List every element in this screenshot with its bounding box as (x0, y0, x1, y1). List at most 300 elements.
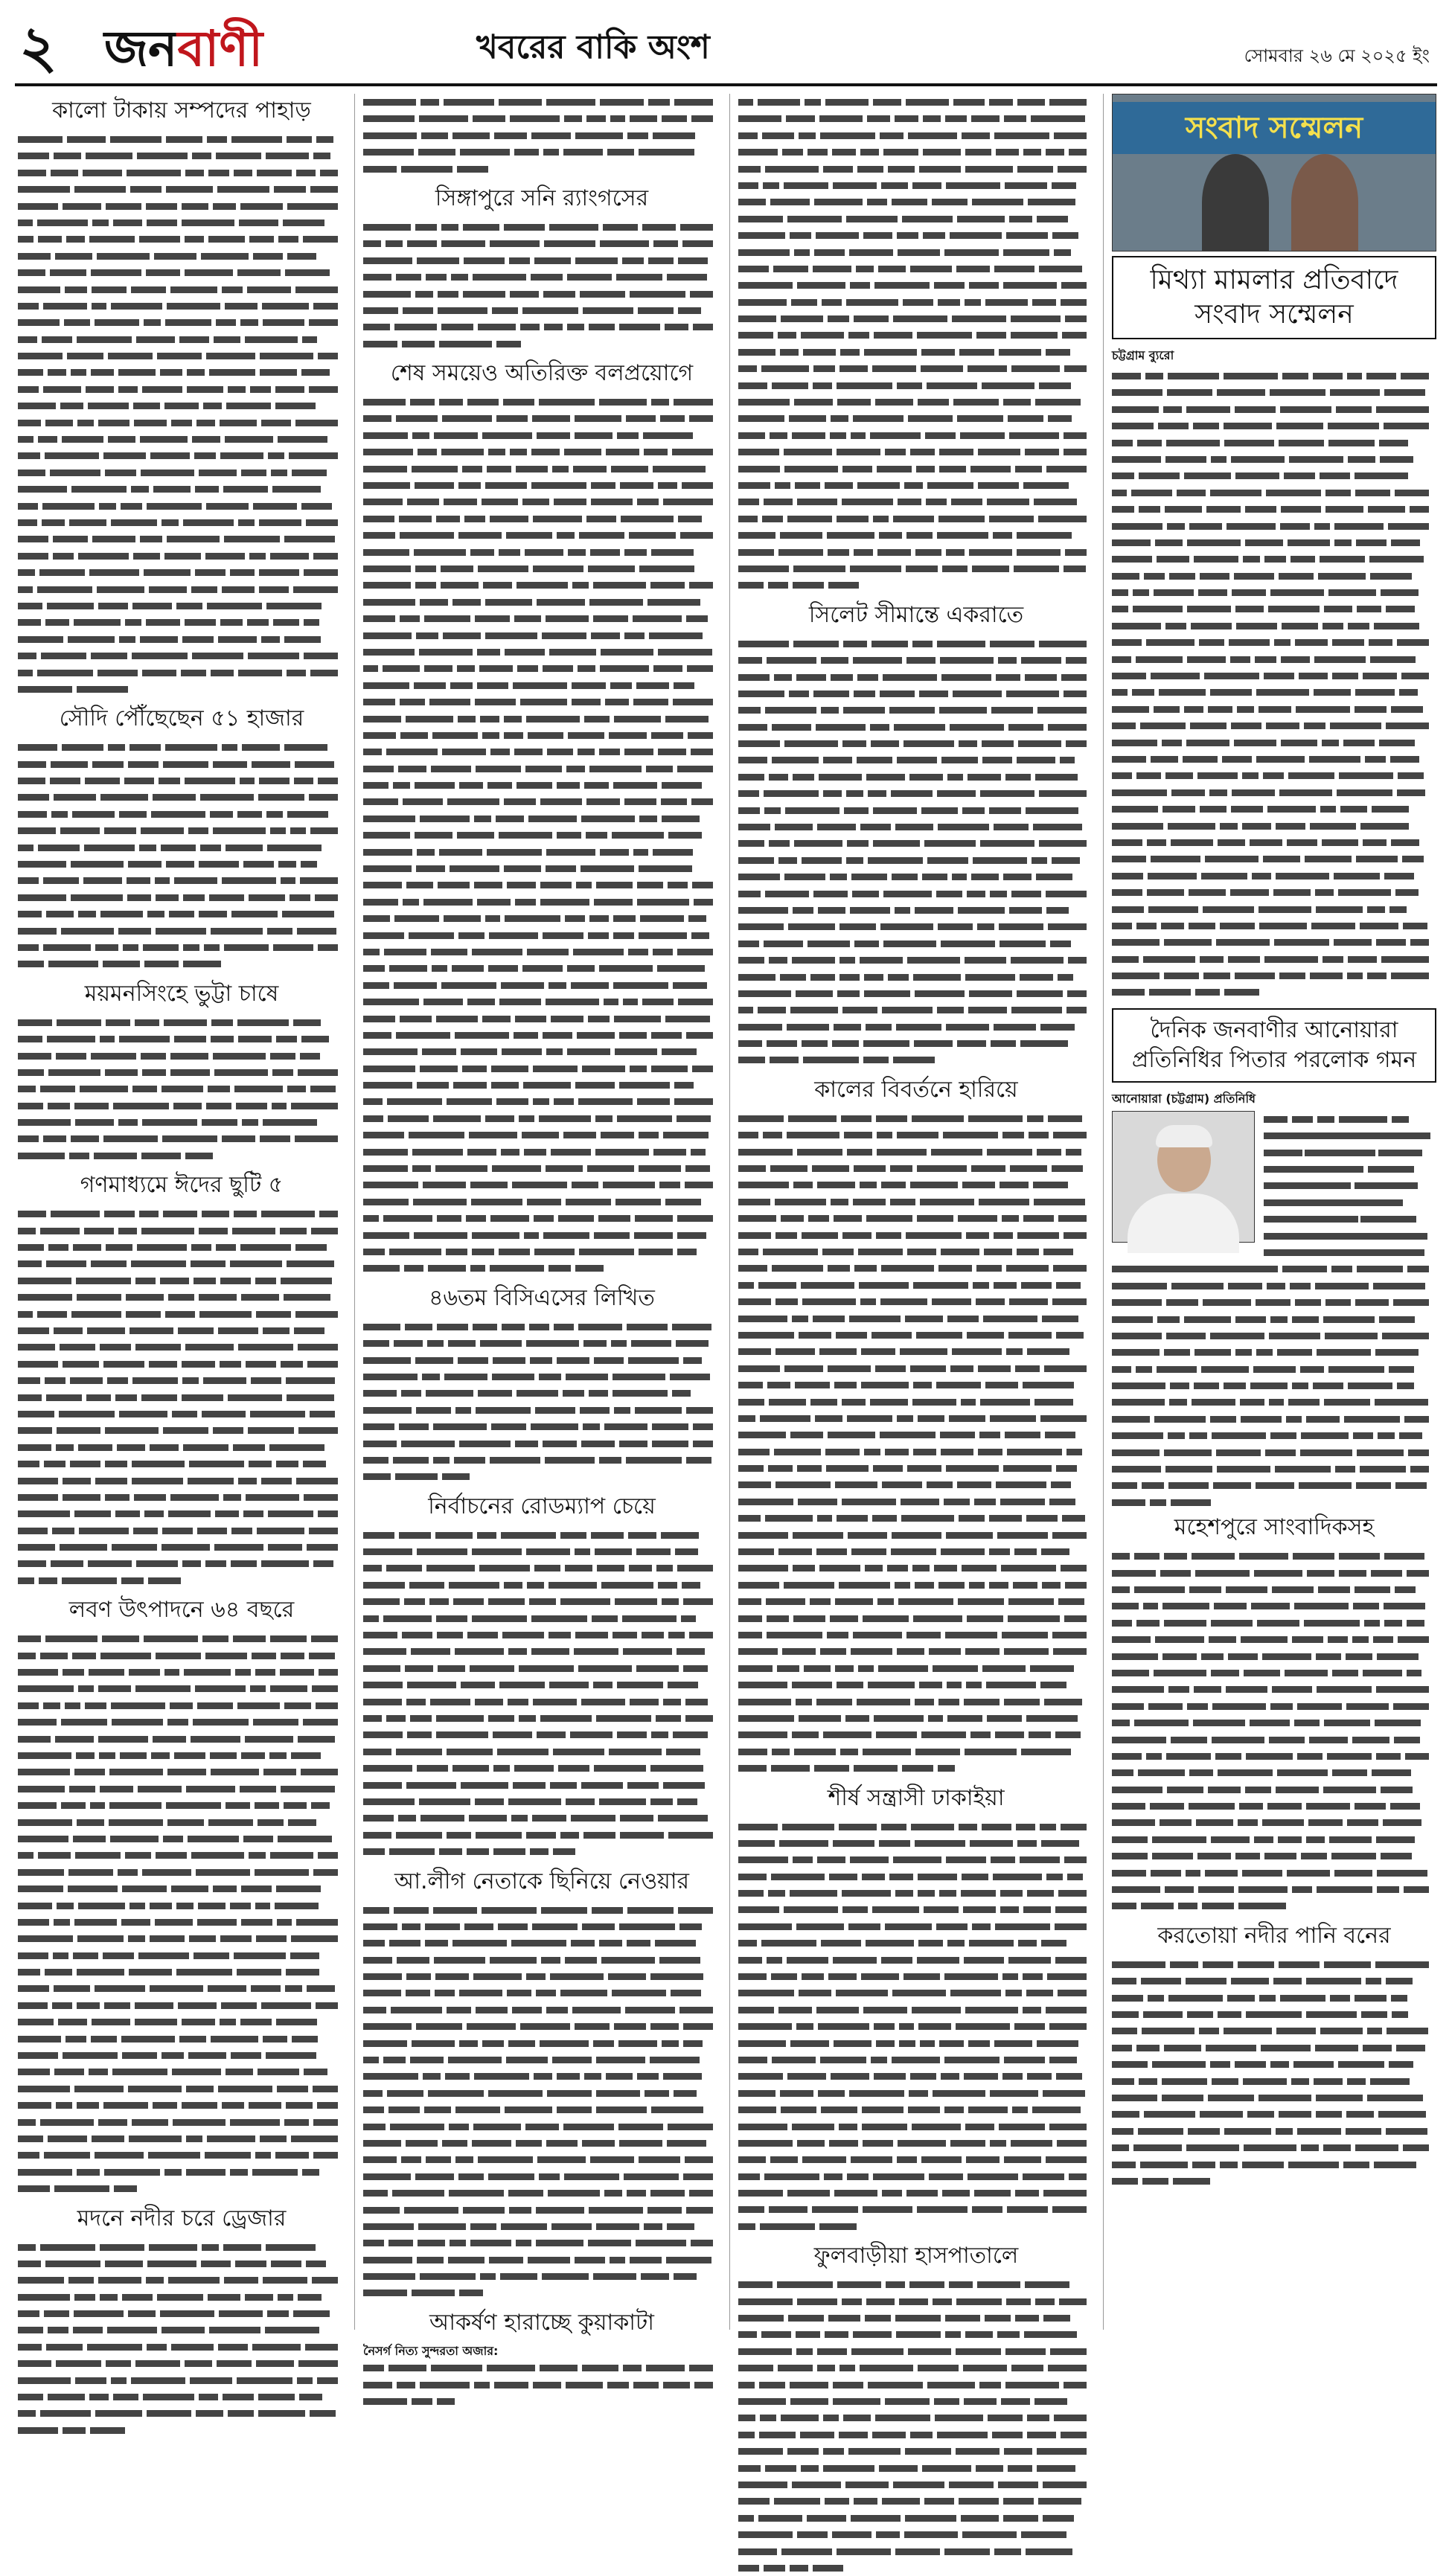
text-line (363, 510, 720, 527)
text-line (738, 2168, 1094, 2185)
text-line (363, 1527, 720, 1543)
text-line (1112, 1665, 1436, 1681)
text-line (363, 2202, 720, 2218)
article-body (738, 1819, 1094, 2235)
text-line (18, 739, 345, 755)
article (738, 1784, 1094, 2235)
text-line (18, 248, 345, 264)
text-line (738, 2118, 1094, 2135)
text-line (738, 1426, 1094, 1443)
article-headline: কালের বিবর্তনে হারিয়ে (814, 1076, 1018, 1103)
text-line (738, 527, 1094, 543)
text-line (738, 769, 1094, 785)
article (363, 1868, 720, 2301)
text-line (18, 1372, 345, 1388)
text-line (738, 2002, 1094, 2018)
text-line (18, 1697, 345, 1714)
text-line (18, 298, 345, 314)
text-line (738, 1144, 1094, 1160)
text-line (1112, 884, 1436, 900)
text-line (738, 127, 1094, 144)
text-line (18, 664, 345, 681)
text-line (363, 252, 720, 269)
text-line (1112, 1327, 1436, 1344)
text-line (738, 1726, 1094, 1743)
text-line (738, 2085, 1094, 2101)
text-line (18, 1980, 345, 1996)
column-divider (729, 94, 730, 2330)
text-line (363, 777, 720, 793)
text-line (738, 1935, 1094, 1951)
text-line (1112, 951, 1436, 967)
text-line (363, 793, 720, 810)
text-line (18, 214, 345, 231)
text-line (363, 711, 720, 727)
text-line (363, 2035, 720, 2051)
text-line (738, 1835, 1094, 1851)
text-line (18, 923, 345, 939)
text-line (738, 1885, 1094, 1901)
text-line (1112, 1848, 1436, 1864)
text-line (1112, 2139, 1436, 2156)
text-line (363, 1793, 720, 1810)
text-line (1112, 1477, 1436, 1493)
text-line (738, 377, 1094, 394)
text-line (1112, 484, 1436, 501)
text-line (18, 939, 345, 955)
text-line (738, 685, 1094, 702)
text-line (738, 885, 1094, 902)
text-line (363, 1610, 720, 1627)
feature-headline: মিথ্যা মামলার প্রতিবাদে সংবাদ সম্মেলন (1150, 265, 1398, 330)
text-line (18, 2080, 345, 2097)
text-line (738, 1210, 1094, 1226)
text-line (1112, 901, 1436, 917)
text-line (363, 1060, 720, 1077)
article (18, 1596, 345, 2197)
text-line (738, 785, 1094, 801)
article-headline: আকর্ষণ হারাচ্ছে কুয়াকাটা (429, 2309, 654, 2336)
text-line (18, 839, 345, 856)
text-line (18, 2239, 345, 2255)
column-divider (1103, 94, 1104, 2330)
text-line (738, 702, 1094, 718)
text-line (1112, 618, 1436, 634)
text-line (18, 2063, 345, 2080)
text-line (18, 2097, 345, 2113)
text-line (363, 1077, 720, 1093)
text-line (363, 727, 720, 743)
text-line (18, 564, 345, 580)
text-line (18, 1714, 345, 1730)
text-line (1112, 1427, 1436, 1444)
text-line (363, 2085, 720, 2101)
text-line (18, 1048, 345, 1064)
article-body (18, 131, 345, 697)
text-line (363, 161, 720, 177)
text-line (738, 2135, 1094, 2151)
text-line (363, 127, 720, 144)
text-line (363, 1176, 720, 1193)
text-line (363, 1468, 720, 1484)
text-line (363, 1593, 720, 1609)
text-line (363, 1227, 720, 1243)
text-line (18, 2164, 345, 2180)
article (18, 980, 345, 1164)
text-line (18, 1914, 345, 1930)
article-headline: আ.লীগ নেতাকে ছিনিয়ে নেওয়ার (394, 1868, 690, 1894)
text-line (18, 381, 345, 397)
article-body (363, 1319, 720, 1485)
text-line (18, 1223, 345, 1239)
text-line (363, 1918, 720, 1935)
text-line (18, 1664, 345, 1680)
text-line (18, 331, 345, 347)
text-line (18, 2031, 345, 2047)
text-line (363, 627, 720, 644)
text-line (738, 2293, 1094, 2310)
text-line (363, 1902, 720, 1918)
text-line (738, 110, 1094, 126)
text-line (18, 1289, 345, 1305)
text-line (1112, 1377, 1436, 1394)
text-line (1112, 2040, 1436, 2056)
text-line (363, 544, 720, 560)
article-body (738, 1110, 1094, 1777)
text-line (18, 1322, 345, 1339)
feature-box (1112, 256, 1436, 339)
text-line (738, 2393, 1094, 2409)
article-headline: সৌদি পৌঁছেছেন ৫১ হাজার (59, 705, 304, 732)
text-line (363, 1627, 720, 1643)
text-line (738, 1176, 1094, 1193)
text-line (738, 2476, 1094, 2493)
text-line (738, 327, 1094, 343)
article (363, 2309, 720, 2410)
text-line (18, 2047, 345, 2063)
text-line (18, 548, 345, 564)
text-line (363, 1560, 720, 1576)
text-line (18, 614, 345, 630)
text-line (363, 2002, 720, 2018)
text-line (1112, 2073, 1436, 2089)
text-line (18, 2339, 345, 2355)
text-line (738, 902, 1094, 918)
text-line (18, 1747, 345, 1763)
text-line (1112, 2022, 1436, 2039)
text-line (363, 760, 720, 777)
text-line (363, 1843, 720, 1859)
text-line (738, 835, 1094, 851)
text-line (18, 806, 345, 822)
text-line (363, 1435, 720, 1452)
text-line (18, 1781, 345, 1797)
text-line (18, 2272, 345, 2288)
text-line (363, 1543, 720, 1560)
text-line (738, 1851, 1094, 1868)
text-line (1112, 1581, 1436, 1598)
text-line (363, 2135, 720, 2151)
article-body (18, 1205, 345, 1589)
text-line (363, 910, 720, 926)
text-line (1112, 2089, 1436, 2106)
obituary-box (1112, 1008, 1436, 1083)
text-line (18, 1647, 345, 1664)
text-line (1112, 1798, 1436, 1814)
text-line (738, 1968, 1094, 1984)
text-line (1112, 1973, 1436, 1989)
text-line (1112, 801, 1436, 817)
text-line (363, 1710, 720, 1726)
text-line (363, 1144, 720, 1160)
text-line (738, 1868, 1094, 1885)
text-line (363, 1660, 720, 1676)
article-headline: ময়মনসিংহে ভুট্টা চাষে (84, 980, 279, 1007)
text-line (363, 977, 720, 993)
text-line (738, 1660, 1094, 1676)
text-line (18, 1539, 345, 1555)
article (18, 97, 345, 697)
text-line (738, 1110, 1094, 1127)
text-line (18, 2180, 345, 2197)
text-line (363, 1043, 720, 1060)
text-line (363, 810, 720, 827)
article (738, 2242, 1094, 2576)
article-headline: শীর্ষ সন্ত্রাসী ঢাকাইয়া (828, 1784, 1005, 1811)
text-line (363, 1160, 720, 1176)
text-line (738, 2101, 1094, 2118)
article-body (18, 1630, 345, 2197)
text-line (1112, 600, 1436, 617)
text-line (363, 394, 720, 410)
text-line (1112, 451, 1436, 467)
text-line (738, 1310, 1094, 1327)
text-line (1112, 1648, 1436, 1665)
text-line (363, 894, 720, 910)
text-line (1112, 667, 1436, 684)
text-line (738, 1760, 1094, 1776)
article (18, 705, 345, 972)
text-line (363, 993, 720, 1010)
text-line (363, 877, 720, 893)
text-line (363, 2118, 720, 2135)
text-line (738, 277, 1094, 293)
article-headline: করতোয়া নদীর পানি বনের (1157, 1922, 1391, 1949)
text-line (18, 1239, 345, 1255)
article-headline: ফুলবাড়ীয়া হাসপাতালে (813, 2243, 1019, 2269)
text-line (738, 2018, 1094, 2034)
article-body (363, 94, 720, 177)
text-line (738, 477, 1094, 493)
article-body (363, 1902, 720, 2301)
text-line (363, 1127, 720, 1143)
article (363, 185, 720, 352)
text-line (1112, 467, 1436, 484)
text-line (738, 2035, 1094, 2051)
masthead (15, 13, 1437, 82)
person-figure (1291, 154, 1358, 251)
article-body (1112, 1956, 1436, 2189)
text-line (18, 1797, 345, 1813)
text-line (738, 935, 1094, 952)
text-line (363, 318, 720, 335)
text-line (738, 985, 1094, 1002)
text-line (18, 1731, 345, 1747)
text-line (1112, 2123, 1436, 2139)
text-line (363, 2393, 720, 2409)
text-line (18, 2405, 345, 2421)
text-line (363, 443, 720, 460)
text-line (738, 510, 1094, 527)
text-line (363, 577, 720, 593)
text-line (18, 2322, 345, 2338)
article-body (363, 2359, 720, 2409)
text-line (363, 1643, 720, 1659)
text-line (738, 144, 1094, 160)
text-line (738, 461, 1094, 477)
text-line (1112, 1444, 1436, 1461)
text-line (18, 772, 345, 789)
text-line (738, 1360, 1094, 1377)
text-line (18, 1473, 345, 1489)
text-line (363, 1984, 720, 2001)
text-line (738, 735, 1094, 752)
text-line (738, 2185, 1094, 2201)
text-line (738, 1901, 1094, 1917)
text-line (1112, 2006, 1436, 2022)
text-line (363, 644, 720, 660)
text-line (363, 336, 720, 352)
text-line (1112, 1361, 1436, 1377)
text-line (738, 1627, 1094, 1643)
text-line (363, 219, 720, 235)
text-line (738, 1819, 1094, 1835)
text-line (363, 144, 720, 160)
page-number: ২ (19, 14, 57, 81)
text-line (1112, 1990, 1436, 2006)
text-line (1112, 767, 1436, 784)
byline: চট্টগ্রাম ব্যুরো (1112, 348, 1174, 362)
text-line (1112, 934, 1436, 950)
text-line (363, 677, 720, 693)
text-line (738, 1343, 1094, 1359)
text-line (1112, 1565, 1436, 1581)
article-lead: নৈসর্গ নিত্য সুন্দরতা অজার: (363, 2343, 499, 2358)
text-line (1112, 1865, 1436, 1881)
text-line (18, 1830, 345, 1847)
photo-banner-text: সংবাদ সম্মেলন (1113, 102, 1436, 154)
text-line (363, 1418, 720, 1435)
text-line (738, 752, 1094, 768)
article-body (18, 2239, 345, 2439)
text-line (363, 1726, 720, 1743)
text-line (18, 164, 345, 181)
text-line (363, 1194, 720, 1210)
text-line (738, 1394, 1094, 1410)
text-line (1112, 501, 1436, 517)
text-line (18, 1339, 345, 1355)
text-line (18, 1814, 345, 1830)
text-line (18, 1522, 345, 1539)
text-line (363, 1676, 720, 1693)
text-line (363, 2068, 720, 2084)
article-headline: শেষ সময়েও অতিরিক্ত বলপ্রয়োগে (390, 360, 694, 387)
text-line (363, 1827, 720, 1843)
text-line (1112, 1814, 1436, 1830)
text-line (18, 1080, 345, 1097)
text-line (18, 1205, 345, 1222)
text-line (738, 1327, 1094, 1343)
text-line (18, 1114, 345, 1130)
text-line (18, 147, 345, 164)
text-line (738, 1243, 1094, 1260)
text-line (18, 597, 345, 614)
text-line (738, 1377, 1094, 1393)
text-line (1112, 1461, 1436, 1477)
text-line (738, 2560, 1094, 2576)
text-line (738, 635, 1094, 652)
text-line (738, 211, 1094, 227)
text-line (1112, 1494, 1436, 1510)
text-line (18, 2305, 345, 2322)
text-line (18, 1255, 345, 1272)
text-line (363, 1760, 720, 1776)
text-line (738, 1444, 1094, 1460)
text-line (18, 514, 345, 531)
article-headline: কালো টাকায় সম্পদের পাহাড় (52, 97, 311, 124)
text-line (1112, 1764, 1436, 1781)
text-line (18, 822, 345, 839)
text-line (738, 1260, 1094, 1276)
article-headline: গণমাধ্যমে ঈদের ছুটি ৫ (80, 1172, 284, 1199)
text-line (738, 94, 1094, 110)
text-line (1112, 1881, 1436, 1897)
text-line (363, 1319, 720, 1335)
text-line (1112, 634, 1436, 650)
text-line (738, 410, 1094, 426)
article-headline: সিলেট সীমান্তে একরাতে (808, 601, 1024, 628)
text-line (363, 2377, 720, 2393)
text-line (363, 1952, 720, 1968)
text-line (18, 1847, 345, 1863)
text-line (1112, 1831, 1436, 1848)
text-line (1112, 868, 1436, 884)
article (363, 1284, 720, 1485)
text-line (738, 1918, 1094, 1935)
article (18, 2205, 345, 2439)
article-body (18, 739, 345, 972)
article-headline: লবণ উৎপাদনে ৬৪ বছরে (68, 1597, 295, 1624)
text-line (363, 427, 720, 443)
article-body (363, 1527, 720, 1860)
text-line (363, 1935, 720, 1951)
text-line (18, 314, 345, 330)
text-line (738, 1035, 1094, 1051)
text-line (1112, 384, 1436, 400)
text-line (363, 1243, 720, 1260)
text-line (18, 1572, 345, 1589)
text-line (363, 844, 720, 860)
article-headline: নির্বাচনের রোডম্যাপ চেয়ে (428, 1493, 656, 1519)
text-line (738, 2526, 1094, 2543)
text-line (363, 1402, 720, 1418)
text-line (1112, 1598, 1436, 1614)
text-line (738, 310, 1094, 327)
text-line (738, 1952, 1094, 1968)
text-line (363, 1743, 720, 1760)
text-line (738, 2377, 1094, 2393)
text-line (363, 410, 720, 426)
